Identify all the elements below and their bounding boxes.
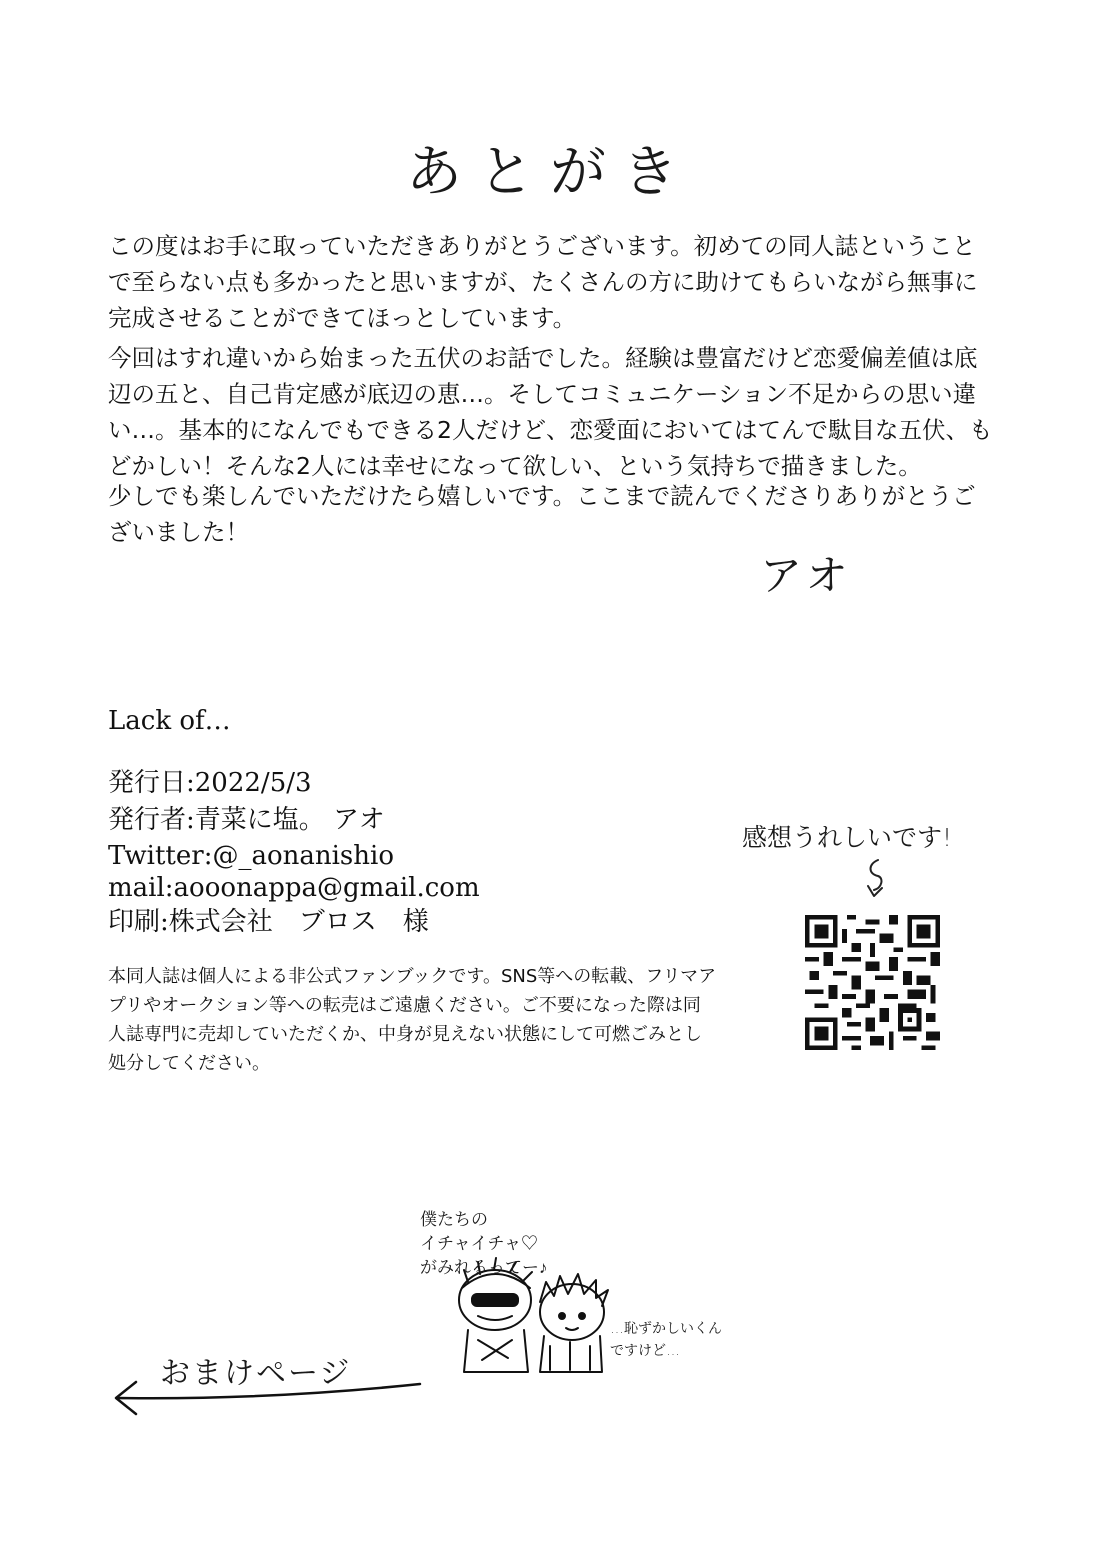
publisher: 発行者:青菜に塩。 アオ — [108, 805, 385, 835]
publish-date: 発行日:2022/5/3 — [108, 768, 312, 798]
mail-address: mail:aooonappa@gmail.com — [108, 873, 480, 903]
book-title: Lack of… — [108, 706, 231, 736]
printer: 印刷:株式会社 ブロス 様 — [108, 907, 429, 937]
speech-line: ですけど… — [610, 1343, 680, 1359]
speech-line: がみれるってー♪ — [420, 1258, 548, 1278]
down-arrow-icon — [860, 856, 890, 904]
speech-bubble-left — [420, 1208, 548, 1280]
feedback-label: 感想うれしいです! — [742, 823, 953, 852]
speech-line: 僕たちの — [420, 1210, 488, 1230]
author-signature: アオ — [760, 551, 852, 600]
speech-line: イチャイチャ♡ — [420, 1234, 538, 1254]
afterword-paragraph-2: 今回はすれ違いから始まった五伏のお話でした。経験は豊富だけど恋愛偏差値は底辺の五と、自己肯定感が底辺の恵…。そしてコミュニケーション不足からの思い違い…。基本的になんでもできる2人だけど、恋愛面においてはてんで駄目な五伏、もどかしい！そんな2人には幸せになって欲しい、という気持ちで描きました。 — [108, 344, 993, 480]
speech-line: …恥ずかしいくん — [610, 1321, 722, 1337]
afterword-paragraph-1: この度はお手に取っていただきありがとうございます。初めての同人誌ということで至らない点も多かったと思いますが、たくさんの方に助けてもらいながら無事に完成させることができてほっとしています。 — [108, 232, 978, 332]
afterword-paragraph-3: 少しでも楽しんでいただけたら嬉しいです。ここまで読んでくださりありがとうございました！ — [108, 482, 976, 546]
qr-code[interactable] — [805, 915, 940, 1050]
disclaimer: 本同人誌は個人による非公式ファンブックです。SNS等への転載、フリマアプリやオークション等への転売はご遠慮ください。ご不要になった際は同人誌専門に売却していただくか、中身が見えない状態にして可燃ごみとし処分してください。 — [108, 966, 717, 1074]
afterword-title: あとがき — [406, 140, 694, 205]
speech-bubble-right — [610, 1318, 722, 1362]
omake-label: おまけページ — [160, 1356, 352, 1391]
twitter-handle: Twitter:@_aonanishio — [108, 841, 394, 871]
left-arrow-icon — [108, 1372, 428, 1422]
